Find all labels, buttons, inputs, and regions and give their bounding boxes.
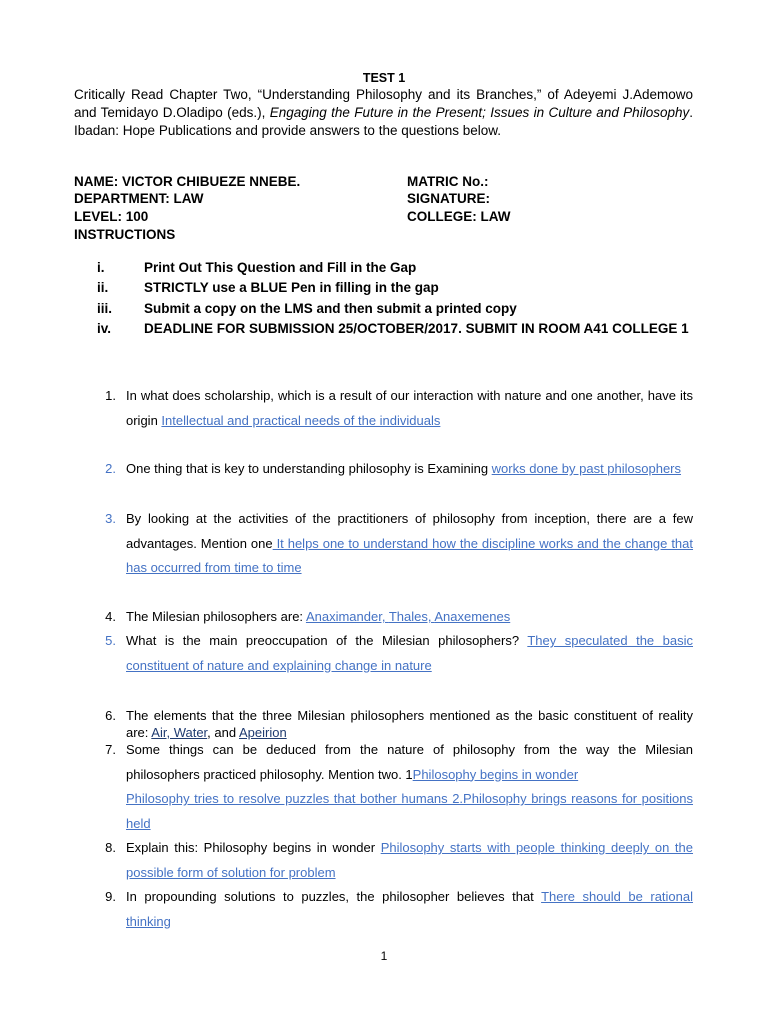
- answer-text: Apeirion: [238, 725, 287, 740]
- instruction-number: ii.: [97, 280, 109, 295]
- intro-book-title: Engaging the Future in the Present; Issues in Culture and Philosophy: [269, 105, 690, 120]
- instructions-heading: INSTRUCTIONS: [74, 227, 176, 242]
- student-department: DEPARTMENT: LAW: [74, 191, 204, 206]
- intro-paragraph: [74, 86, 693, 140]
- question-text: By looking at the activities of the practitioners of philosophy from inception, there are a few advantages. Mention one: [126, 511, 693, 551]
- question-item: [74, 507, 693, 581]
- answer-text: It helps one to understand how the discipline works and the change that has occurred from time to time: [126, 535, 694, 575]
- answer-text: Philosophy tries to resolve puzzles that bother humans 2.Philosophy brings reasons for positions held: [126, 791, 693, 831]
- answer-separator: , and: [207, 725, 239, 740]
- question-number: 5.: [105, 633, 116, 648]
- question-number: 6.: [105, 708, 116, 723]
- instruction-item: [97, 278, 439, 298]
- matric-number: MATRIC No.:: [407, 174, 489, 189]
- answer-text: Thales,: [388, 609, 435, 624]
- answer-text: Anaxemenes: [434, 609, 511, 624]
- question-item: [74, 605, 693, 630]
- answer-text: Philosophy starts with people thinking deeply on the possible form of solution for problem: [126, 840, 694, 880]
- student-name: NAME: VICTOR CHIBUEZE NNEBE.: [74, 174, 301, 189]
- question-item: [74, 384, 693, 433]
- answer-text: Anaximander,: [305, 609, 389, 624]
- test-title: TEST 1: [362, 71, 406, 85]
- question-item: [74, 707, 693, 741]
- question-text: In what does scholarship, which is a result of our interaction with nature and one another, have its origin: [126, 388, 693, 428]
- answer-text: Intellectual and practical needs of the individuals: [161, 412, 441, 428]
- question-number: 9.: [105, 889, 116, 904]
- signature-field: SIGNATURE:: [407, 191, 490, 206]
- question-number: 8.: [105, 840, 116, 855]
- student-college: COLLEGE: LAW: [407, 209, 511, 224]
- instruction-item: [97, 299, 517, 319]
- instruction-number: iii.: [97, 301, 113, 316]
- question-text: The elements that the three Milesian philosophers mentioned as the basic constituent of reality are:: [126, 708, 693, 740]
- question-item: [74, 836, 693, 885]
- question-item: [74, 885, 693, 934]
- instruction-text: Print Out This Question and Fill in the Gap: [144, 260, 417, 275]
- instruction-text: DEADLINE FOR SUBMISSION 25/OCTOBER/2017. SUBMIT IN ROOM A41 COLLEGE 1: [144, 321, 689, 336]
- question-number: 4.: [105, 609, 116, 624]
- question-item: [74, 738, 693, 836]
- question-number: 2.: [105, 461, 116, 476]
- question-number: 3.: [105, 511, 116, 526]
- question-item: [74, 457, 693, 482]
- question-text: One thing that is key to understanding philosophy is Examining: [126, 461, 492, 476]
- instruction-number: iv.: [97, 321, 112, 336]
- answer-text: Air, Water: [151, 725, 208, 740]
- question-text: What is the main preoccupation of the Milesian philosophers?: [126, 633, 528, 648]
- question-item: [74, 629, 693, 678]
- question-number: 7.: [105, 742, 116, 757]
- question-number: 1.: [105, 388, 116, 403]
- answer-text: There should be rational thinking: [126, 889, 693, 929]
- instruction-number: i.: [97, 260, 105, 275]
- answer-text: They speculated the basic constituent of nature and explaining change in nature: [126, 633, 693, 673]
- question-text: In propounding solutions to puzzles, the philosopher believes that: [126, 889, 542, 904]
- question-text: Explain this: Philosophy begins in wonder: [126, 840, 381, 855]
- instruction-item: [97, 319, 689, 339]
- question-text: Some things can be deduced from the nature of philosophy from the way the Milesian philosophers practiced philosophy. Mention two. 1: [126, 742, 693, 782]
- instruction-text: STRICTLY use a BLUE Pen in filling in the gap: [144, 280, 439, 295]
- instruction-item: [97, 258, 416, 278]
- answer-text: Philosophy begins in wonder: [412, 766, 579, 782]
- instruction-text: Submit a copy on the LMS and then submit a printed copy: [144, 301, 517, 316]
- intro-text-1: Critically Read Chapter Two, “Understanding Philosophy and its Branches,” of Adeyemi J.Ademowo and Temidayo D.Oladipo (eds.),: [74, 87, 693, 120]
- intro-text-2: . Ibadan: Hope Publications and provide answers to the questions below.: [74, 105, 693, 138]
- question-text: The Milesian philosophers are:: [126, 609, 306, 624]
- student-level: LEVEL: 100: [74, 209, 149, 224]
- answer-text: works done by past philosophers: [491, 461, 682, 476]
- page-number: 1: [380, 949, 388, 963]
